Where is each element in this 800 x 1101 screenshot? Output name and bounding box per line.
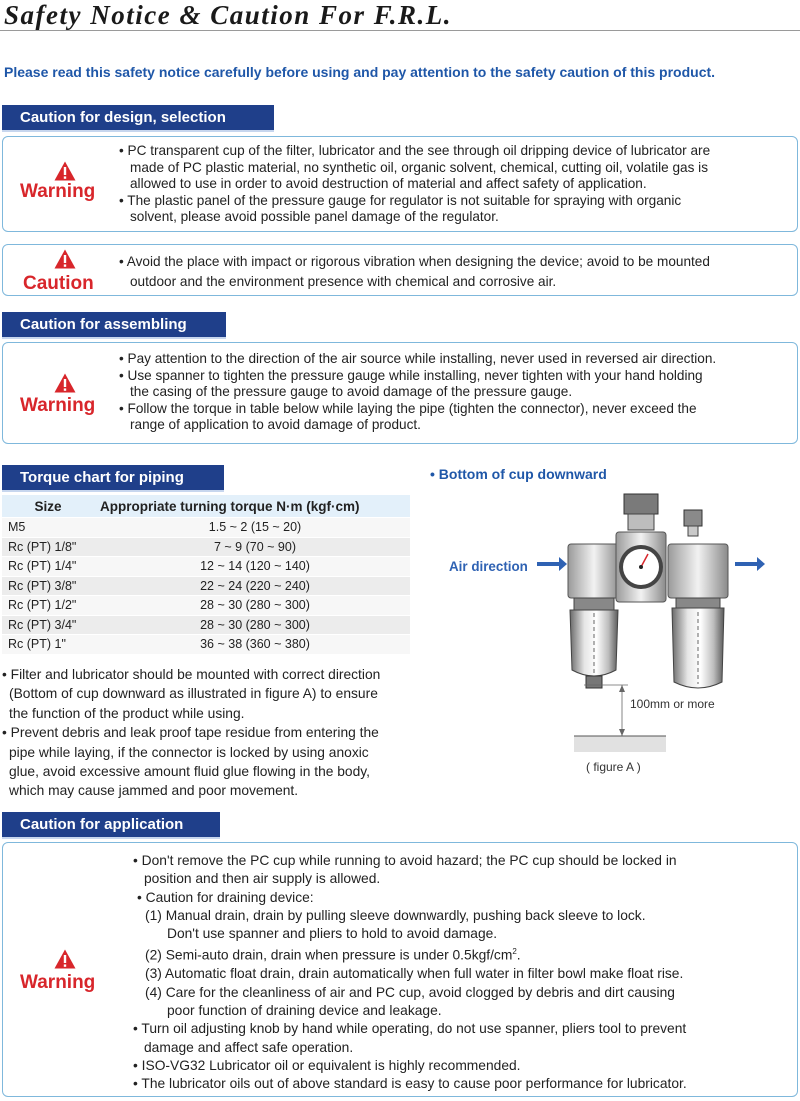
application-warning-box — [2, 842, 798, 1097]
cell-size: Rc (PT) 1/2" — [2, 596, 94, 616]
figure-caption: ( figure A ) — [586, 760, 641, 774]
text-line: • Use spanner to tighten the pressure gauge while installing, never tighten with your hand holding — [119, 367, 703, 383]
cell-size: Rc (PT) 3/8" — [2, 576, 94, 596]
text-line: • The plastic panel of the pressure gauge for regulator is not suitable for spraying with organic — [119, 192, 682, 208]
warning-label: Warning — [20, 181, 96, 202]
intro-text: Please read this safety notice carefully before using and pay attention to the safety caution of this product. — [4, 64, 716, 80]
table-row — [2, 596, 410, 616]
text-line: range of application to avoid damage of product. — [130, 417, 421, 433]
section-header-torque: Torque chart for piping — [2, 465, 224, 490]
torque-table — [2, 495, 410, 655]
text-line: • Filter and lubricator should be mounted with correct direction — [2, 667, 381, 682]
table-row — [2, 537, 410, 557]
cell-size: M5 — [2, 518, 94, 538]
application-warning-text — [133, 852, 687, 1093]
design-caution-text — [119, 252, 710, 292]
design-warning-text — [119, 143, 710, 226]
table-row — [2, 518, 410, 538]
text-line: (2) Semi-auto drain, drain when pressure is under $0.5kgf/cm^2$. — [145, 947, 521, 964]
title-divider — [0, 30, 800, 31]
mounting-notes — [2, 665, 380, 801]
warning-label: Warning — [20, 972, 96, 993]
section-header-design: Caution for design, selection — [2, 105, 274, 130]
cell-torque: 28 ~ 30 (280 ~ 300) — [94, 615, 410, 635]
text-line: • Avoid the place with impact or rigorous vibration when designing the device; avoid to be mounted — [119, 254, 710, 269]
figure-heading: • Bottom of cup downward — [430, 466, 607, 482]
text-line: which may cause jammed and poor movement. — [9, 783, 299, 799]
text-line: (Bottom of cup downward as illustrated in figure A) to ensure — [9, 686, 378, 702]
air-direction-label: Air direction — [449, 559, 528, 574]
cell-torque: 22 ~ 24 (220 ~ 240) — [94, 576, 410, 596]
header-size: Size — [2, 495, 94, 518]
text-line: position and then air supply is allowed. — [144, 871, 381, 887]
text-line: Don't use spanner and pliers to hold to avoid damage. — [167, 926, 498, 942]
distance-label: 100mm or more — [630, 697, 715, 711]
table-row — [2, 635, 410, 655]
cell-torque: 36 ~ 38 (360 ~ 380) — [94, 635, 410, 655]
text-line: solvent, please avoid possible panel damage of the regulator. — [130, 209, 499, 225]
text-line: the casing of the pressure gauge to avoid damage of the pressure gauge. — [130, 384, 573, 400]
cell-size: Rc (PT) 1/8" — [2, 537, 94, 557]
text-line: allowed to use in order to avoid destruction of material and affect safety of application. — [130, 176, 647, 192]
caution-triangle-icon — [54, 249, 76, 269]
text-line: • Prevent debris and leak proof tape residue from entering the — [2, 725, 379, 741]
assembling-warning-box — [2, 342, 798, 444]
cell-size: Rc (PT) 3/4" — [2, 615, 94, 635]
text-line: • ISO-VG32 Lubricator oil or equivalent is highly recommended. — [133, 1057, 521, 1073]
text-line: the function of the product while using. — [9, 705, 245, 721]
text-line: poor function of draining device and leakage. — [167, 1002, 442, 1018]
cell-size: Rc (PT) 1/4" — [2, 557, 94, 577]
design-warning-box — [2, 136, 798, 232]
text-line: • Turn oil adjusting knob by hand while operating, do not use spanner, pliers tool to prevent — [133, 1021, 687, 1037]
warning-triangle-icon — [54, 161, 76, 181]
section-header-assembling: Caution for assembling — [2, 312, 226, 337]
warning-triangle-icon — [54, 373, 76, 393]
warning-label: Warning — [20, 395, 96, 416]
text-line: (4) Care for the cleanliness of air and PC cup, avoid clogged by debris and dirt causing — [145, 984, 675, 1000]
warning-triangle-icon — [54, 949, 76, 969]
text-line: (1) Manual drain, drain by pulling sleeve downwardly, pushing back sleeve to lock. — [145, 907, 646, 923]
text-line: • PC transparent cup of the filter, lubricator and the see through oil dripping device of lubricator are — [119, 143, 711, 158]
table-row — [2, 615, 410, 635]
page-title: Safety Notice & Caution For F.R.L. — [4, 0, 453, 30]
text-line: glue, avoid excessive amount fluid glue flowing in the body, — [9, 764, 370, 780]
text-line: • Caution for draining device: — [137, 889, 314, 905]
cell-size: Rc (PT) 1" — [2, 635, 94, 655]
cell-torque: 7 ~ 9 (70 ~ 90) — [94, 537, 410, 557]
text-line: • Follow the torque in table below while laying the pipe (tighten the connector), never exceed the — [119, 400, 697, 416]
text-line: • Don't remove the PC cup while running to avoid hazard; the PC cup should be locked in — [133, 853, 677, 868]
superscript: 2 — [512, 947, 517, 957]
text-line: pipe while laying, if the connector is locked by using anoxic — [9, 744, 369, 760]
text-line: (3) Automatic float drain, drain automatically when full water in filter bowl make float rise. — [145, 966, 684, 982]
text-line: damage and affect safe operation. — [144, 1039, 354, 1055]
text-line: outdoor and the environment presence with chemical and corrosive air. — [130, 274, 557, 289]
assembling-warning-text — [119, 351, 716, 434]
caution-label: Caution — [23, 273, 94, 294]
text-line: made of PC plastic material, no synthetic oil, organic solvent, chemical, cutting oil, volatile gas is — [130, 159, 708, 175]
table-row — [2, 557, 410, 577]
cell-torque: 28 ~ 30 (280 ~ 300) — [94, 596, 410, 616]
text-fragment: (2) Semi-auto drain, drain when pressure is under 0.5kgf/cm — [145, 948, 513, 964]
header-torque: Appropriate turning torque N·m (kgf·cm) — [94, 495, 410, 518]
design-caution-box — [2, 244, 798, 296]
section-header-application: Caution for application — [2, 812, 220, 837]
table-row — [2, 576, 410, 596]
table-header-row — [2, 495, 410, 518]
cell-torque: 1.5 ~ 2 (15 ~ 20) — [94, 518, 410, 538]
text-line: • Pay attention to the direction of the air source while installing, never used in reversed air direction. — [119, 351, 717, 366]
frl-illustration — [520, 488, 800, 760]
text-line: • The lubricator oils out of above standard is easy to cause poor performance for lubricator. — [133, 1076, 687, 1092]
cell-torque: 12 ~ 14 (120 ~ 140) — [94, 557, 410, 577]
